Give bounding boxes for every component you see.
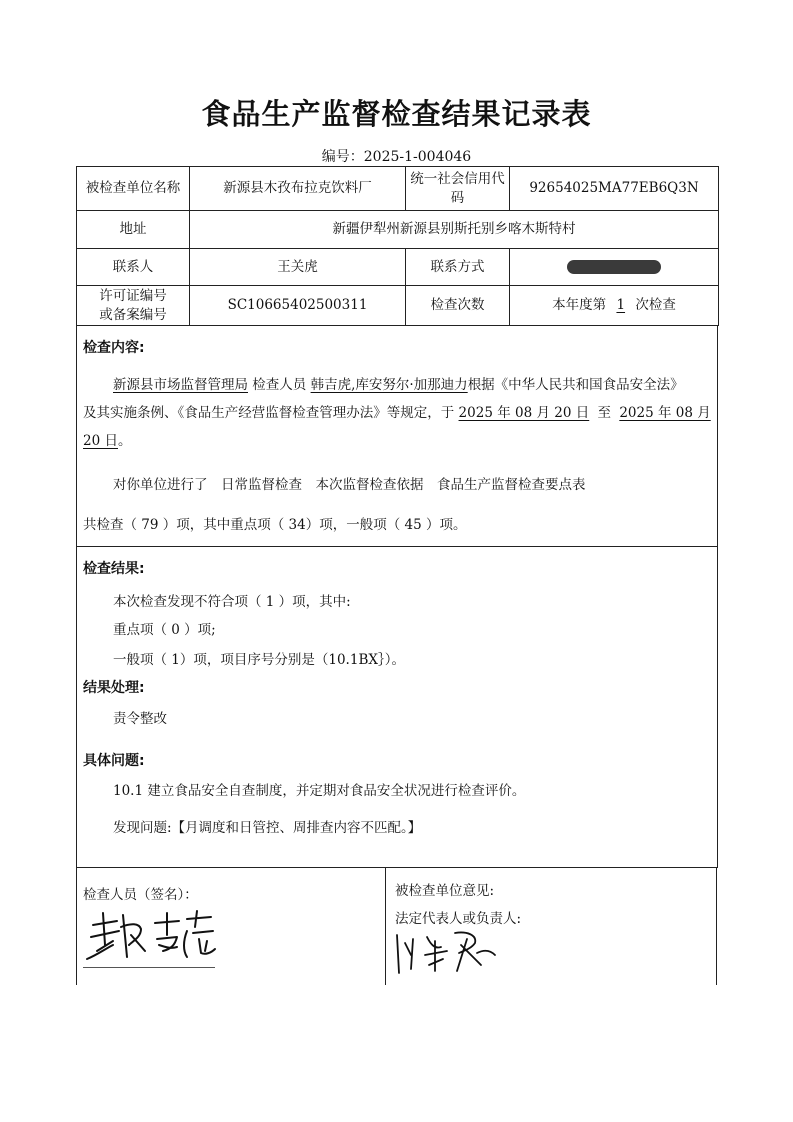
license-label: [77, 286, 190, 326]
result-section: [76, 546, 718, 868]
issues-label: 具体问题:: [83, 753, 145, 769]
legal-rep-signature-image: [391, 925, 501, 977]
result-line-1: 本次检查发现不符合项（ 1 ）项，其中:: [113, 594, 351, 610]
check-count-value: [510, 286, 719, 326]
content-line-1: [113, 373, 684, 393]
license-label-line2: 或备案编号: [99, 306, 167, 323]
inspector-prefix: 检查人员: [252, 377, 307, 393]
contact-label: 联系人: [77, 249, 190, 286]
agency-name: 新源县市场监督管理局: [113, 377, 248, 393]
table-row: [77, 211, 719, 249]
address-label: 地址: [77, 211, 190, 249]
table-row: [77, 249, 719, 286]
serial-number: 编号：2025-1-004046: [321, 149, 472, 165]
contact-value: 王关虎: [190, 249, 406, 286]
issue-line-2: 发现问题:【月调度和日管控、周排查内容不匹配。】: [113, 820, 422, 836]
inspector-names: 韩吉虎,库安努尔·加那迪力: [310, 377, 468, 393]
table-row: [77, 286, 719, 326]
handling-label: 结果处理:: [83, 680, 145, 696]
document-title: 食品生产监督检查结果记录表: [201, 97, 592, 131]
unit-name-label: 被检查单位名称: [77, 167, 190, 211]
check-count-label: 检查次数: [406, 286, 510, 326]
info-table: [76, 166, 719, 326]
redacted-phone: [567, 260, 661, 274]
license-label-line1: 许可证编号: [99, 287, 167, 304]
check-summary-line: 共检查（ 79 ）项，其中重点项（ 34）项，一般项（ 45 ）项。: [83, 517, 467, 533]
inspector-signature-label: 检查人员（签名）：: [83, 887, 198, 903]
content-line-3: [83, 429, 131, 449]
credit-code-value: 92654025MA77EB6Q3N: [510, 167, 719, 211]
date-to-part-a: 2025 年 08 月: [619, 405, 711, 421]
unit-opinion-box: [385, 867, 717, 985]
content-label: 检查内容:: [83, 340, 145, 356]
date-end: 。: [117, 433, 132, 449]
credit-code-label: 统一社会信用代码: [406, 167, 510, 211]
signature-underline: [83, 967, 215, 968]
inspector-signature-box: [76, 867, 386, 985]
count-suffix: 次检查: [635, 297, 676, 313]
date-from: 2025 年 08 月 20 日: [458, 405, 590, 421]
phone-label: 联系方式: [406, 249, 510, 286]
table-row: [77, 167, 719, 211]
result-line-2: 重点项（ 0 ）项;: [113, 622, 216, 638]
phone-value: [510, 249, 719, 286]
date-to-part-b: 20 日: [83, 433, 118, 449]
count-prefix: 本年度第: [552, 297, 607, 313]
count-number: 1: [616, 297, 626, 313]
inspector-signature-image: [83, 905, 223, 967]
law-text-2: 及其实施条例、《食品生产经营监督检查管理办法》等规定，于: [83, 405, 455, 421]
handling-value: 责令整改: [113, 711, 167, 727]
unit-name-value: 新源县木孜布拉克饮料厂: [190, 167, 406, 211]
check-basis-line: 对你单位进行了 日常监督检查 本次监督检查依据 食品生产监督检查要点表: [113, 477, 586, 493]
content-line-2: [83, 401, 711, 421]
unit-opinion-label: 被检查单位意见:: [395, 883, 495, 899]
legal-rep-label: 法定代表人或负责人:: [395, 911, 522, 927]
issue-line-1: 10.1 建立食品安全自查制度，并定期对食品安全状况进行检查评价。: [113, 783, 526, 799]
law-text-1: 根据《中华人民共和国食品安全法》: [467, 377, 684, 393]
date-to-word: 至: [597, 405, 612, 421]
result-line-3: 一般项（ 1）项，项目序号分别是（10.1BX｝）。: [113, 652, 405, 668]
address-value: 新疆伊犁州新源县别斯托别乡喀木斯特村: [190, 211, 719, 249]
content-section: [76, 325, 718, 547]
result-label: 检查结果:: [83, 561, 145, 577]
license-value: SC10665402500311: [190, 286, 406, 326]
